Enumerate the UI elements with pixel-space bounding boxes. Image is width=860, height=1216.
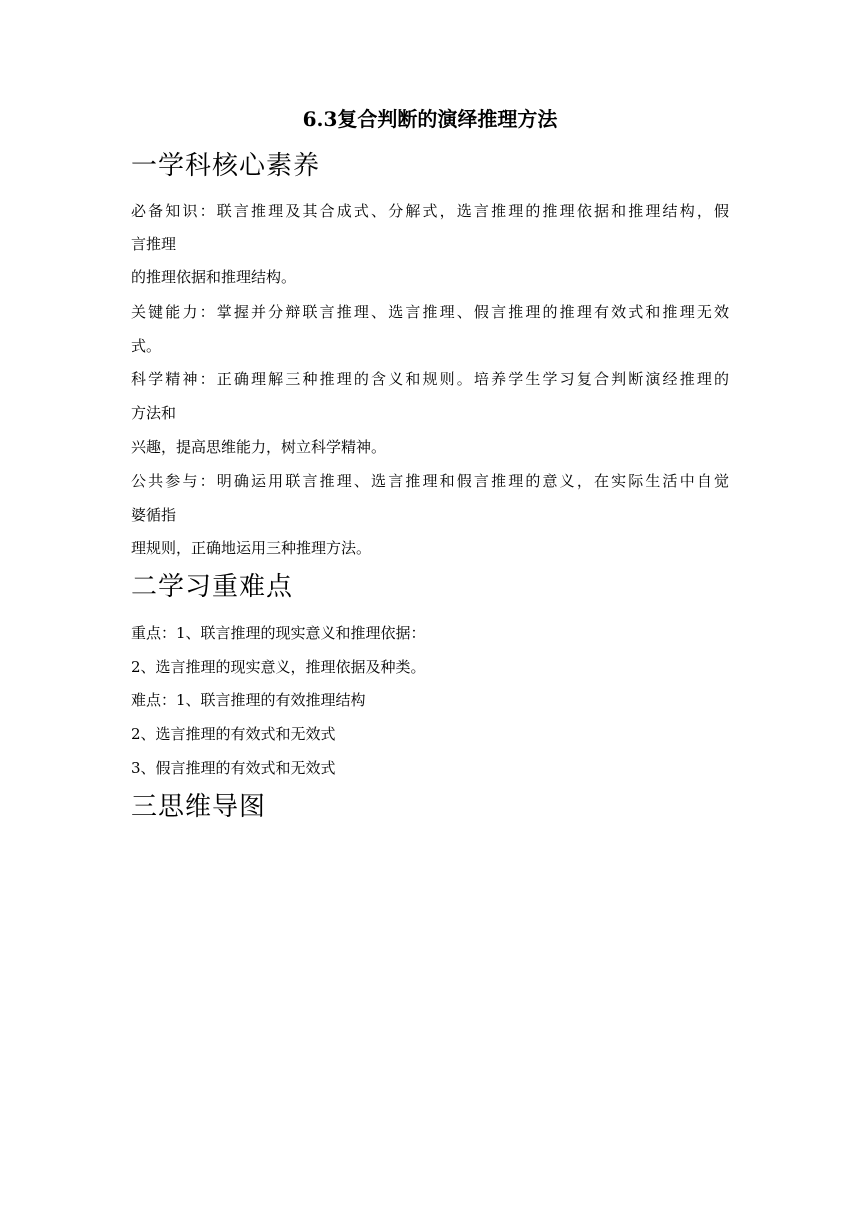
paragraph-line: 公共参与：明确运用联言推理、选言推理和假言推理的意义，在实际生活中自觉: [131, 472, 729, 490]
paragraph-line: 方法和: [131, 404, 177, 422]
paragraph-line: 婆循指: [131, 506, 177, 524]
paragraph-line: 式。: [131, 337, 162, 355]
paragraph-line: 的推理依据和推理结构。: [131, 268, 297, 286]
paragraph-line: 难点：1、联言推理的有效推理结构: [131, 691, 366, 709]
paragraph-line: 关键能力：掌握并分辩联言推理、选言推理、假言推理的推理有效式和推理无效: [131, 303, 729, 321]
paragraph-line: 2、选言推理的现实意义，推理依据及种类。: [131, 658, 426, 676]
section-heading-core-literacy: 一学科核心素养: [131, 151, 321, 181]
paragraph-line: 必备知识：联言推理及其合成式、分解式，选言推理的推理依据和推理结构，假: [131, 202, 729, 220]
paragraph-line: 重点：1、联言推理的现实意义和推理依据：: [131, 624, 426, 642]
document-title: 6.3复合判断的演绎推理方法: [302, 107, 558, 131]
paragraph-line: 言推理: [131, 235, 177, 253]
section-heading-key-difficult-points: 二学习重难点: [131, 572, 294, 602]
paragraph-line: 2、选言推理的有效式和无效式: [131, 725, 336, 743]
paragraph-line: 兴趣，提高思维能力，树立科学精神。: [131, 438, 387, 456]
section-heading-mind-map: 三思维导图: [131, 792, 267, 822]
paragraph-line: 理规则，正确地运用三种推理方法。: [131, 539, 372, 557]
paragraph-line: 科学精神：正确理解三种推理的含义和规则。培养学生学习复合判断演经推理的: [131, 370, 729, 388]
paragraph-line: 3、假言推理的有效式和无效式: [131, 759, 336, 777]
